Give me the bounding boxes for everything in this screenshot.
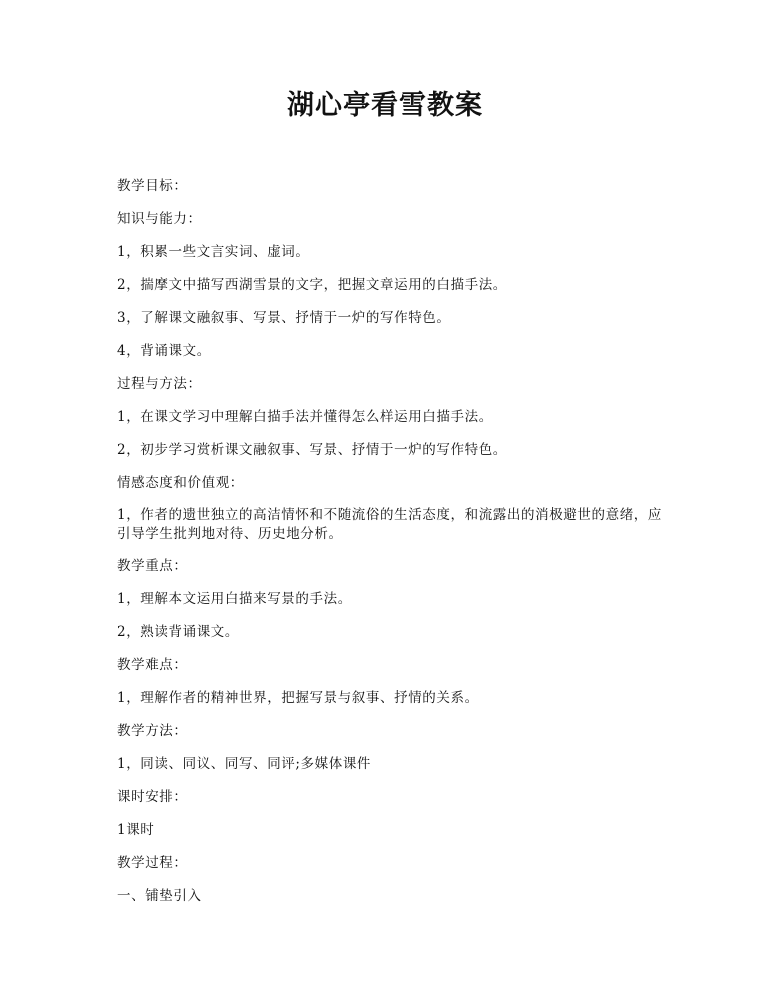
heading-difficulties: 教学难点：: [117, 657, 188, 673]
list-item: 1课时: [117, 822, 155, 838]
list-item: 2，熟读背诵课文。: [117, 624, 239, 640]
list-item: 4，背诵课文。: [117, 343, 211, 359]
heading-teaching-goals: 教学目标：: [117, 178, 188, 194]
heading-knowledge-ability: 知识与能力：: [117, 211, 202, 227]
list-item: 1，同读、同议、同写、同评;多媒体课件: [117, 756, 372, 772]
heading-schedule: 课时安排：: [117, 789, 188, 805]
document-body: [117, 176, 662, 919]
heading-emotion-values: 情感态度和价值观：: [117, 475, 244, 491]
list-item: 3，了解课文融叙事、写景、抒情于一炉的写作特色。: [117, 310, 451, 326]
section-heading: 一、铺垫引入: [117, 888, 202, 904]
list-item: 1，作者的遗世独立的高洁情怀和不随流俗的生活态度，和流露出的消极避世的意绪，应引导学生批判地对待、历史地分析。: [117, 507, 662, 542]
document-title: 湖心亭看雪教案: [287, 90, 483, 121]
list-item: 1，积累一些文言实词、虚词。: [117, 244, 310, 260]
heading-teaching-process: 教学过程：: [117, 855, 188, 871]
heading-key-points: 教学重点：: [117, 558, 188, 574]
list-item: 2，初步学习赏析课文融叙事、写景、抒情于一炉的写作特色。: [117, 442, 507, 458]
heading-teaching-method: 教学方法：: [117, 723, 188, 739]
list-item: 2，揣摩文中描写西湖雪景的文字，把握文章运用的白描手法。: [117, 277, 507, 293]
list-item: 1，理解作者的精神世界，把握写景与叙事、抒情的关系。: [117, 690, 479, 706]
heading-process-method: 过程与方法：: [117, 376, 202, 392]
list-item: 1，理解本文运用白描来写景的手法。: [117, 591, 352, 607]
list-item: 1，在课文学习中理解白描手法并懂得怎么样运用白描手法。: [117, 409, 493, 425]
